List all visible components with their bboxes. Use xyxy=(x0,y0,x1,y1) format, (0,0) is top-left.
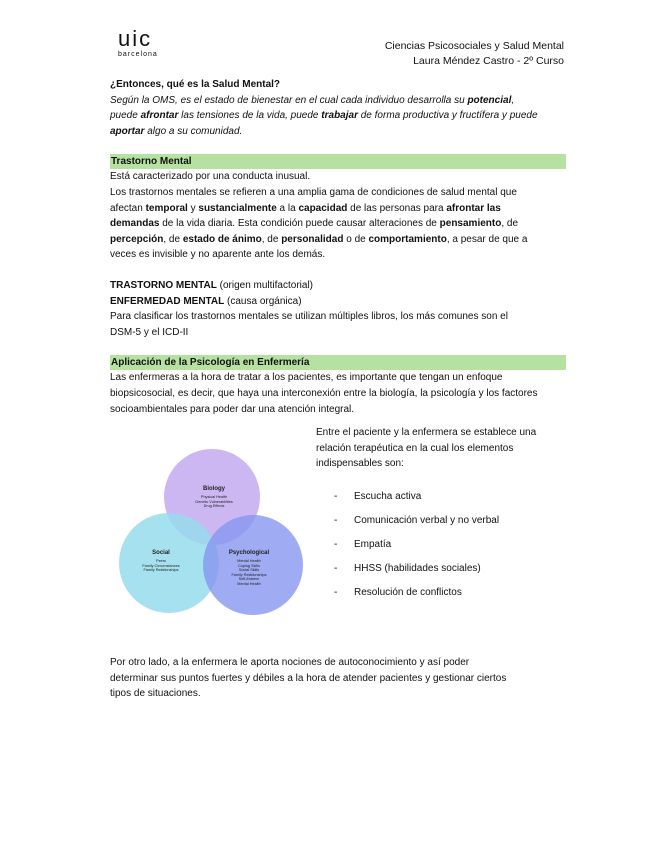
list-item: - Empatía xyxy=(334,539,392,551)
enfermedad-mental-line xyxy=(110,294,566,310)
biopsychosocial-section xyxy=(110,425,566,655)
relation-text: relación terapéutica en la cual los elementos xyxy=(316,442,514,454)
para-text: Los trastornos mentales se refieren a una amplia gama de condiciones de salud mental que xyxy=(110,186,517,198)
def-text: de forma productiva y fructífera y puede xyxy=(357,110,538,122)
para-text: de las personas para xyxy=(347,202,447,214)
class-text: Para clasificar los trastornos mentales se utilizan múltiples libros, los más comunes son el xyxy=(110,311,508,323)
list-item-text: Resolución de conflictos xyxy=(354,587,462,599)
aplicacion-paragraph xyxy=(110,370,566,417)
para-bold: pensamiento xyxy=(439,218,502,230)
closing-text: determinar sus puntos fuertes y débiles a la hora de atender pacientes y gestionar ciertos xyxy=(110,672,507,684)
def-bold: aportar xyxy=(110,125,145,137)
def-bold: afrontar xyxy=(140,110,179,122)
para-text: , a pesar de que a xyxy=(446,233,528,245)
class-text: DSM-5 y el ICD-II xyxy=(110,326,189,338)
venn-label-psychological: Psychological xyxy=(228,550,270,557)
list-item-text: Escucha activa xyxy=(354,491,422,503)
relation-paragraph xyxy=(316,425,568,472)
oms-definition xyxy=(110,93,566,140)
venn-item: Drug Effects xyxy=(203,504,225,509)
venn-label-biology: Biology xyxy=(203,486,225,493)
question-heading: ¿Entonces, qué es la Salud Mental? xyxy=(110,79,281,90)
venn-items-biology xyxy=(179,495,249,509)
venn-items-social xyxy=(131,559,191,573)
def-text: puede xyxy=(110,110,141,122)
relation-text: Entre el paciente y la enfermera se establece una xyxy=(316,427,537,439)
para-text: afectan xyxy=(110,202,146,214)
section-heading-trastorno: Trastorno Mental xyxy=(110,154,566,169)
list-item-text: Comunicación verbal y no verbal xyxy=(354,515,500,527)
para-text: a la xyxy=(276,202,299,214)
document-body xyxy=(110,77,566,702)
closing-paragraph xyxy=(110,655,566,702)
venn-label-social: Social xyxy=(152,550,170,557)
list-item-text: HHSS (habilidades sociales) xyxy=(354,563,481,575)
para-text: , de xyxy=(163,233,183,245)
venn-items-psychological xyxy=(219,559,279,586)
aplic-text: Las enfermeras a la hora de tratar a los pacientes, es importante que tengan un enfoque xyxy=(110,372,503,384)
relation-elements-list xyxy=(334,485,499,605)
venn-item: Mental Health xyxy=(237,581,261,586)
closing-text: Por otro lado, a la enfermera le aporta nociones de autoconocimiento y así poder xyxy=(110,657,470,669)
em-note: (causa orgánica) xyxy=(224,295,302,307)
venn-item: Peers xyxy=(156,559,166,564)
def-text: las tensiones de la vida, puede xyxy=(178,110,322,122)
para-text: , de xyxy=(261,233,282,245)
para-bold: temporal xyxy=(145,202,188,214)
para-text: , de xyxy=(501,218,519,230)
def-text: algo a su comunidad. xyxy=(144,125,243,137)
para-bold: personalidad xyxy=(281,233,344,245)
trastorno-line1: Está caracterizado por una conducta inusual. xyxy=(110,171,311,183)
venn-item: Self-Esteem xyxy=(238,577,260,582)
venn-item: Physical Health xyxy=(200,495,228,500)
page-header xyxy=(385,39,564,69)
closing-text: tipos de situaciones. xyxy=(110,688,201,700)
course-title: Ciencias Psicosociales y Salud Mental xyxy=(384,40,564,52)
para-text: de la vida diaria. Esta condición puede causar alteraciones de xyxy=(159,218,440,230)
logo-subtitle: barcelona xyxy=(118,51,158,58)
para-bold: estado de ánimo xyxy=(182,233,262,245)
logo-mark: uic xyxy=(118,26,153,51)
list-item-text: Empatía xyxy=(354,539,392,551)
biopsychosocial-venn-diagram xyxy=(119,449,301,619)
para-bold: capacidad xyxy=(298,202,348,214)
venn-item: Family Relationships xyxy=(143,568,179,573)
trastorno-paragraph xyxy=(110,185,566,263)
section-heading-aplicacion: Aplicación de la Psicología en Enfermería xyxy=(110,355,566,370)
uic-logo xyxy=(118,28,178,58)
venn-item: Family Circumstances xyxy=(142,563,180,568)
para-text: veces es invisible y no aparente ante los demás. xyxy=(110,249,326,261)
list-item: - Resolución de conflictos xyxy=(334,587,462,599)
venn-item: Family Relationships xyxy=(231,572,267,577)
def-text: , xyxy=(511,94,515,106)
list-item: - HHSS (habilidades sociales) xyxy=(334,563,481,575)
tm-note: (origen multifactorial) xyxy=(216,279,314,291)
def-bold: potencial xyxy=(467,94,512,106)
venn-item: Mental Health xyxy=(237,559,261,564)
para-bold: percepción xyxy=(110,233,164,245)
para-bold: sustancialmente xyxy=(198,202,277,214)
relation-text: indispensables son: xyxy=(316,458,404,470)
para-bold: comportamiento xyxy=(368,233,447,245)
aplic-text: socioambientales para poder dar una atención integral. xyxy=(110,403,355,415)
trastorno-mental-line xyxy=(110,278,566,294)
para-bold: afrontar las xyxy=(446,202,501,214)
classification-paragraph xyxy=(110,309,566,340)
list-item: - Comunicación verbal y no verbal xyxy=(334,515,500,527)
para-text: o de xyxy=(343,233,369,245)
para-bold: demandas xyxy=(110,218,160,230)
author-line: Laura Méndez Castro - 2º Curso xyxy=(413,55,564,67)
venn-item: Coping Skills xyxy=(238,563,260,568)
list-item: - Escucha activa xyxy=(334,491,422,503)
venn-item: Genetic Vulnerabilities xyxy=(195,499,233,504)
venn-item: Social Skills xyxy=(238,568,260,573)
em-bold: ENFERMEDAD MENTAL xyxy=(110,295,225,307)
para-text: y xyxy=(187,202,199,214)
tm-bold: TRASTORNO MENTAL xyxy=(110,279,217,291)
def-bold: trabajar xyxy=(321,110,358,122)
aplic-text: biopsicosocial, es decir, que haya una interconexión entre la biología, la psicología y los factores xyxy=(110,387,538,399)
def-text: Según la OMS, es el estado de bienestar en el cual cada individuo desarrolla su xyxy=(110,94,468,106)
